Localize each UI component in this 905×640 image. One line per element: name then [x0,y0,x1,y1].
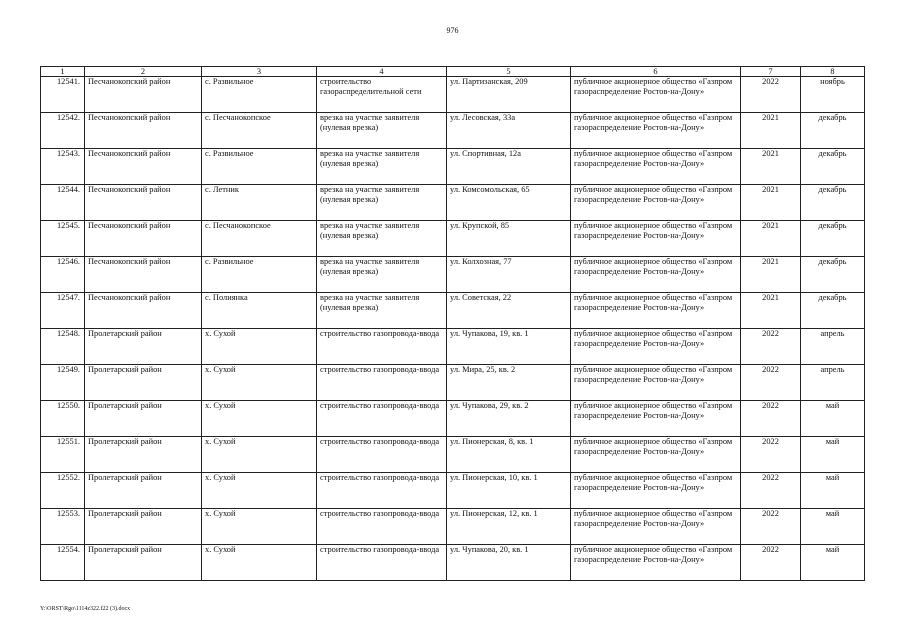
cell-organization: публичное акционерное общество «Газпром газораспределение Ростов-на-Дону» [571,257,741,293]
cell-locality: с. Развильное [202,149,317,185]
cell-address: ул. Комсомольская, 65 [447,185,571,221]
cell-locality: х. Сухой [202,473,317,509]
cell-locality: с. Развильное [202,77,317,113]
cell-address: ул. Мира, 25, кв. 2 [447,365,571,401]
cell-district: Пролетарский район [85,329,202,365]
table-row [41,149,865,185]
cell-locality: х. Сухой [202,509,317,545]
cell-work-type: врезка на участке заявителя (нулевая врезка) [317,257,447,293]
cell-month: ноябрь [801,77,865,113]
cell-organization: публичное акционерное общество «Газпром газораспределение Ростов-на-Дону» [571,149,741,185]
cell-organization: публичное акционерное общество «Газпром газораспределение Ростов-на-Дону» [571,365,741,401]
cell-address: ул. Чупакова, 19, кв. 1 [447,329,571,365]
cell-address: ул. Пионерская, 12, кв. 1 [447,509,571,545]
cell-work-type: строительство газопровода-ввода [317,509,447,545]
cell-year: 2022 [741,509,801,545]
cell-work-type: строительство газораспределительной сети [317,77,447,113]
cell-work-type: врезка на участке заявителя (нулевая врезка) [317,221,447,257]
cell-row-number: 12553. [41,509,85,545]
cell-year: 2021 [741,185,801,221]
cell-organization: публичное акционерное общество «Газпром газораспределение Ростов-на-Дону» [571,473,741,509]
cell-work-type: врезка на участке заявителя (нулевая врезка) [317,149,447,185]
cell-year: 2021 [741,221,801,257]
cell-month: май [801,545,865,581]
cell-row-number: 12545. [41,221,85,257]
cell-row-number: 12551. [41,437,85,473]
footer-file-path: Y:\ORST\Rgo\1114z322.f22 (3).docx [40,606,131,612]
cell-month: май [801,437,865,473]
table-row [41,401,865,437]
cell-work-type: врезка на участке заявителя (нулевая врезка) [317,293,447,329]
cell-district: Пролетарский район [85,437,202,473]
table-row [41,365,865,401]
cell-district: Песчанокопский район [85,149,202,185]
cell-district: Песчанокопский район [85,257,202,293]
cell-address: ул. Чупакова, 29, кв. 2 [447,401,571,437]
cell-year: 2022 [741,365,801,401]
cell-district: Песчанокопский район [85,293,202,329]
table-row [41,221,865,257]
register-table [40,66,865,581]
table-row [41,257,865,293]
table-row [41,509,865,545]
cell-locality: с. Летник [202,185,317,221]
cell-district: Пролетарский район [85,473,202,509]
column-header: 5 [447,67,571,77]
cell-address: ул. Спортивная, 12а [447,149,571,185]
cell-address: ул. Партизанская, 209 [447,77,571,113]
cell-organization: публичное акционерное общество «Газпром газораспределение Ростов-на-Дону» [571,293,741,329]
cell-work-type: врезка на участке заявителя (нулевая врезка) [317,113,447,149]
cell-row-number: 12548. [41,329,85,365]
cell-year: 2022 [741,329,801,365]
cell-locality: с. Песчанокопское [202,221,317,257]
column-header: 2 [85,67,202,77]
cell-year: 2021 [741,293,801,329]
cell-locality: с. Песчанокопское [202,113,317,149]
cell-year: 2021 [741,149,801,185]
cell-organization: публичное акционерное общество «Газпром газораспределение Ростов-на-Дону» [571,77,741,113]
cell-row-number: 12550. [41,401,85,437]
table-row [41,473,865,509]
cell-month: апрель [801,329,865,365]
table-row [41,329,865,365]
page-number: 976 [446,26,459,35]
cell-district: Песчанокопский район [85,185,202,221]
cell-row-number: 12543. [41,149,85,185]
column-header: 8 [801,67,865,77]
cell-organization: публичное акционерное общество «Газпром газораспределение Ростов-на-Дону» [571,437,741,473]
cell-locality: х. Сухой [202,437,317,473]
table-row [41,77,865,113]
cell-row-number: 12547. [41,293,85,329]
cell-row-number: 12542. [41,113,85,149]
cell-month: декабрь [801,149,865,185]
cell-month: май [801,509,865,545]
cell-month: декабрь [801,221,865,257]
cell-address: ул. Советская, 22 [447,293,571,329]
table-body [41,67,865,581]
cell-year: 2022 [741,545,801,581]
table-row [41,293,865,329]
cell-address: ул. Колхозная, 77 [447,257,571,293]
cell-year: 2022 [741,77,801,113]
table-row [41,185,865,221]
cell-year: 2021 [741,257,801,293]
cell-organization: публичное акционерное общество «Газпром газораспределение Ростов-на-Дону» [571,221,741,257]
cell-organization: публичное акционерное общество «Газпром газораспределение Ростов-на-Дону» [571,401,741,437]
cell-district: Пролетарский район [85,365,202,401]
column-header: 7 [741,67,801,77]
cell-row-number: 12549. [41,365,85,401]
cell-district: Пролетарский район [85,509,202,545]
cell-organization: публичное акционерное общество «Газпром газораспределение Ростов-на-Дону» [571,545,741,581]
cell-locality: х. Сухой [202,365,317,401]
cell-address: ул. Крупской, 85 [447,221,571,257]
cell-organization: публичное акционерное общество «Газпром газораспределение Ростов-на-Дону» [571,509,741,545]
table-row [41,545,865,581]
cell-month: май [801,401,865,437]
cell-address: ул. Чупакова, 20, кв. 1 [447,545,571,581]
cell-year: 2021 [741,113,801,149]
cell-month: апрель [801,365,865,401]
column-number-row [41,67,865,77]
cell-year: 2022 [741,473,801,509]
cell-locality: с. Полиянка [202,293,317,329]
cell-work-type: строительство газопровода-ввода [317,365,447,401]
column-header: 4 [317,67,447,77]
cell-row-number: 12544. [41,185,85,221]
cell-district: Песчанокопский район [85,77,202,113]
cell-work-type: строительство газопровода-ввода [317,401,447,437]
cell-year: 2022 [741,401,801,437]
cell-locality: х. Сухой [202,401,317,437]
cell-district: Пролетарский район [85,401,202,437]
cell-work-type: строительство газопровода-ввода [317,473,447,509]
cell-year: 2022 [741,437,801,473]
cell-organization: публичное акционерное общество «Газпром газораспределение Ростов-на-Дону» [571,185,741,221]
cell-row-number: 12552. [41,473,85,509]
column-header: 1 [41,67,85,77]
cell-month: декабрь [801,185,865,221]
cell-work-type: строительство газопровода-ввода [317,545,447,581]
column-header: 3 [202,67,317,77]
cell-work-type: врезка на участке заявителя (нулевая врезка) [317,185,447,221]
cell-district: Песчанокопский район [85,221,202,257]
cell-month: май [801,473,865,509]
cell-organization: публичное акционерное общество «Газпром газораспределение Ростов-на-Дону» [571,113,741,149]
cell-month: декабрь [801,257,865,293]
table-row [41,437,865,473]
cell-address: ул. Пионерская, 10, кв. 1 [447,473,571,509]
cell-row-number: 12546. [41,257,85,293]
cell-locality: х. Сухой [202,329,317,365]
cell-address: ул. Пионерская, 8, кв. 1 [447,437,571,473]
cell-district: Пролетарский район [85,545,202,581]
cell-address: ул. Лесовская, 33а [447,113,571,149]
cell-district: Песчанокопский район [85,113,202,149]
cell-work-type: строительство газопровода-ввода [317,329,447,365]
table-row [41,113,865,149]
cell-month: декабрь [801,113,865,149]
cell-month: декабрь [801,293,865,329]
cell-row-number: 12541. [41,77,85,113]
cell-organization: публичное акционерное общество «Газпром газораспределение Ростов-на-Дону» [571,329,741,365]
cell-locality: х. Сухой [202,545,317,581]
cell-row-number: 12554. [41,545,85,581]
cell-locality: с. Развильное [202,257,317,293]
column-header: 6 [571,67,741,77]
cell-work-type: строительство газопровода-ввода [317,437,447,473]
